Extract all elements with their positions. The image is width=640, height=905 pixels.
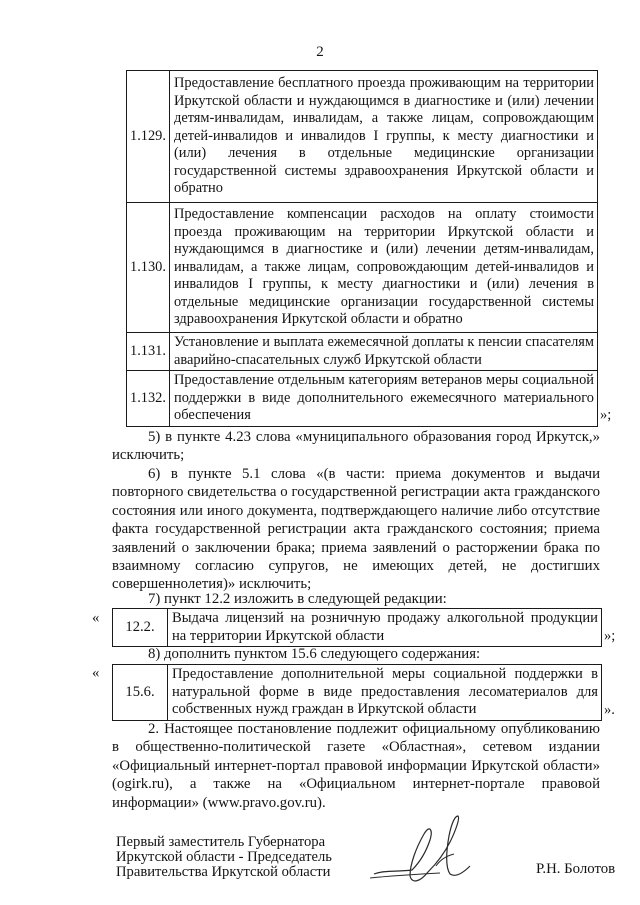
table-row [113,665,602,721]
open-quote: « [92,610,100,626]
row-text: Предоставление бесплатного проезда проживающим на территории Иркутской области и нуждающимся в диагностике и (или) лечении детям-инвалидам, инвалидам, а также лицам, сопровождающим детей-инвалидов и инвалидов I группы, к месту диагностики и (или) лечения в отдельные медицинские организации государственной системы здравоохранения Иркутской области и обратно [170,71,598,203]
table-row [127,203,598,333]
services-table [126,70,598,427]
table-row [127,71,598,203]
row-12-2-table [112,608,602,647]
paragraph-item-6: 6) в пункте 5.1 слова «(в части: приема документов и выдачи повторного свидетельства о государственной регистрации акта гражданского состояния или иного документа, подтверждающего наличие либо отсутствие факта государственной регистрации акта гражданского состояния; приема заявлений о заключении брака; приема заявлений о расторжении брака по взаимному согласию супругов, не имеющих детей, не достигших совершеннолетия)» исключить; [112,466,600,593]
signatory-name: Р.Н. Болотов [536,861,616,877]
table-row [127,333,598,371]
page-number: 2 [316,44,324,60]
signatory-line: Правительства Иркутской области [116,864,331,880]
row-text: Выдача лицензий на розничную продажу алкогольной продукции на территории Иркутской области [168,609,602,647]
row-text: Установление и выплата ежемесячной доплаты к пенсии спасателям аварийно-спасательных служб Иркутской области [170,333,598,371]
paragraph-item-5: 5) в пункте 4.23 слова «муниципального образования город Иркутск,» исключить; [112,429,600,464]
paragraph-item-7: 7) пункт 12.2 изложить в следующей редакции: [148,591,447,607]
paragraph-item-8: 8) дополнить пунктом 15.6 следующего содержания: [148,646,481,662]
open-quote: « [92,665,100,681]
row-text: Предоставление компенсации расходов на оплату стоимости проезда проживающим на территории Иркутской области и нуждающимся в диагностике и (или) лечении детям-инвалидам, инвалидам, а также лицам, сопровождающим детей-инвалидов и инвалидов I группы, к месту диагностики и (или) лечения в отдельные медицинские организации государственной системы здравоохранения Иркутской области и обратно [170,203,598,333]
signatory-title [116,835,332,880]
row-text: Предоставление отдельным категориям ветеранов меры социальной поддержки в виде дополнительного ежемесячного материального обеспечения [170,371,598,427]
row-15-6-table [112,664,602,721]
handwritten-signature [370,812,480,892]
closing-quote: ». [604,702,615,718]
row-number: 1.129. [127,71,170,203]
table-closing-quote: »; [600,407,612,423]
row-text: Предоставление дополнительной меры социальной поддержки в натуральной форме в виде предоставления лесоматериалов для собственных нужд граждан в Иркутской области [168,665,602,721]
closing-quote: »; [604,628,616,644]
row-number: 1.130. [127,203,170,333]
table-row [113,609,602,647]
paragraph-item-2: 2. Настоящее постановление подлежит официальному опубликованию в общественно-политической газете «Областная», сетевом издании «Официальный интернет-портал правовой информации Иркутской области» (ogirk.ru), а также на «Официальном интернет-портале правовой информации» (www.pravo.gov.ru). [112,721,600,811]
row-number: 15.6. [113,665,168,721]
row-number: 1.132. [127,371,170,427]
table-row [127,371,598,427]
signatory-line: Иркутской области - Председатель [116,849,332,865]
signatory-line: Первый заместитель Губернатора [116,834,326,850]
row-number: 1.131. [127,333,170,371]
row-number: 12.2. [113,609,168,647]
